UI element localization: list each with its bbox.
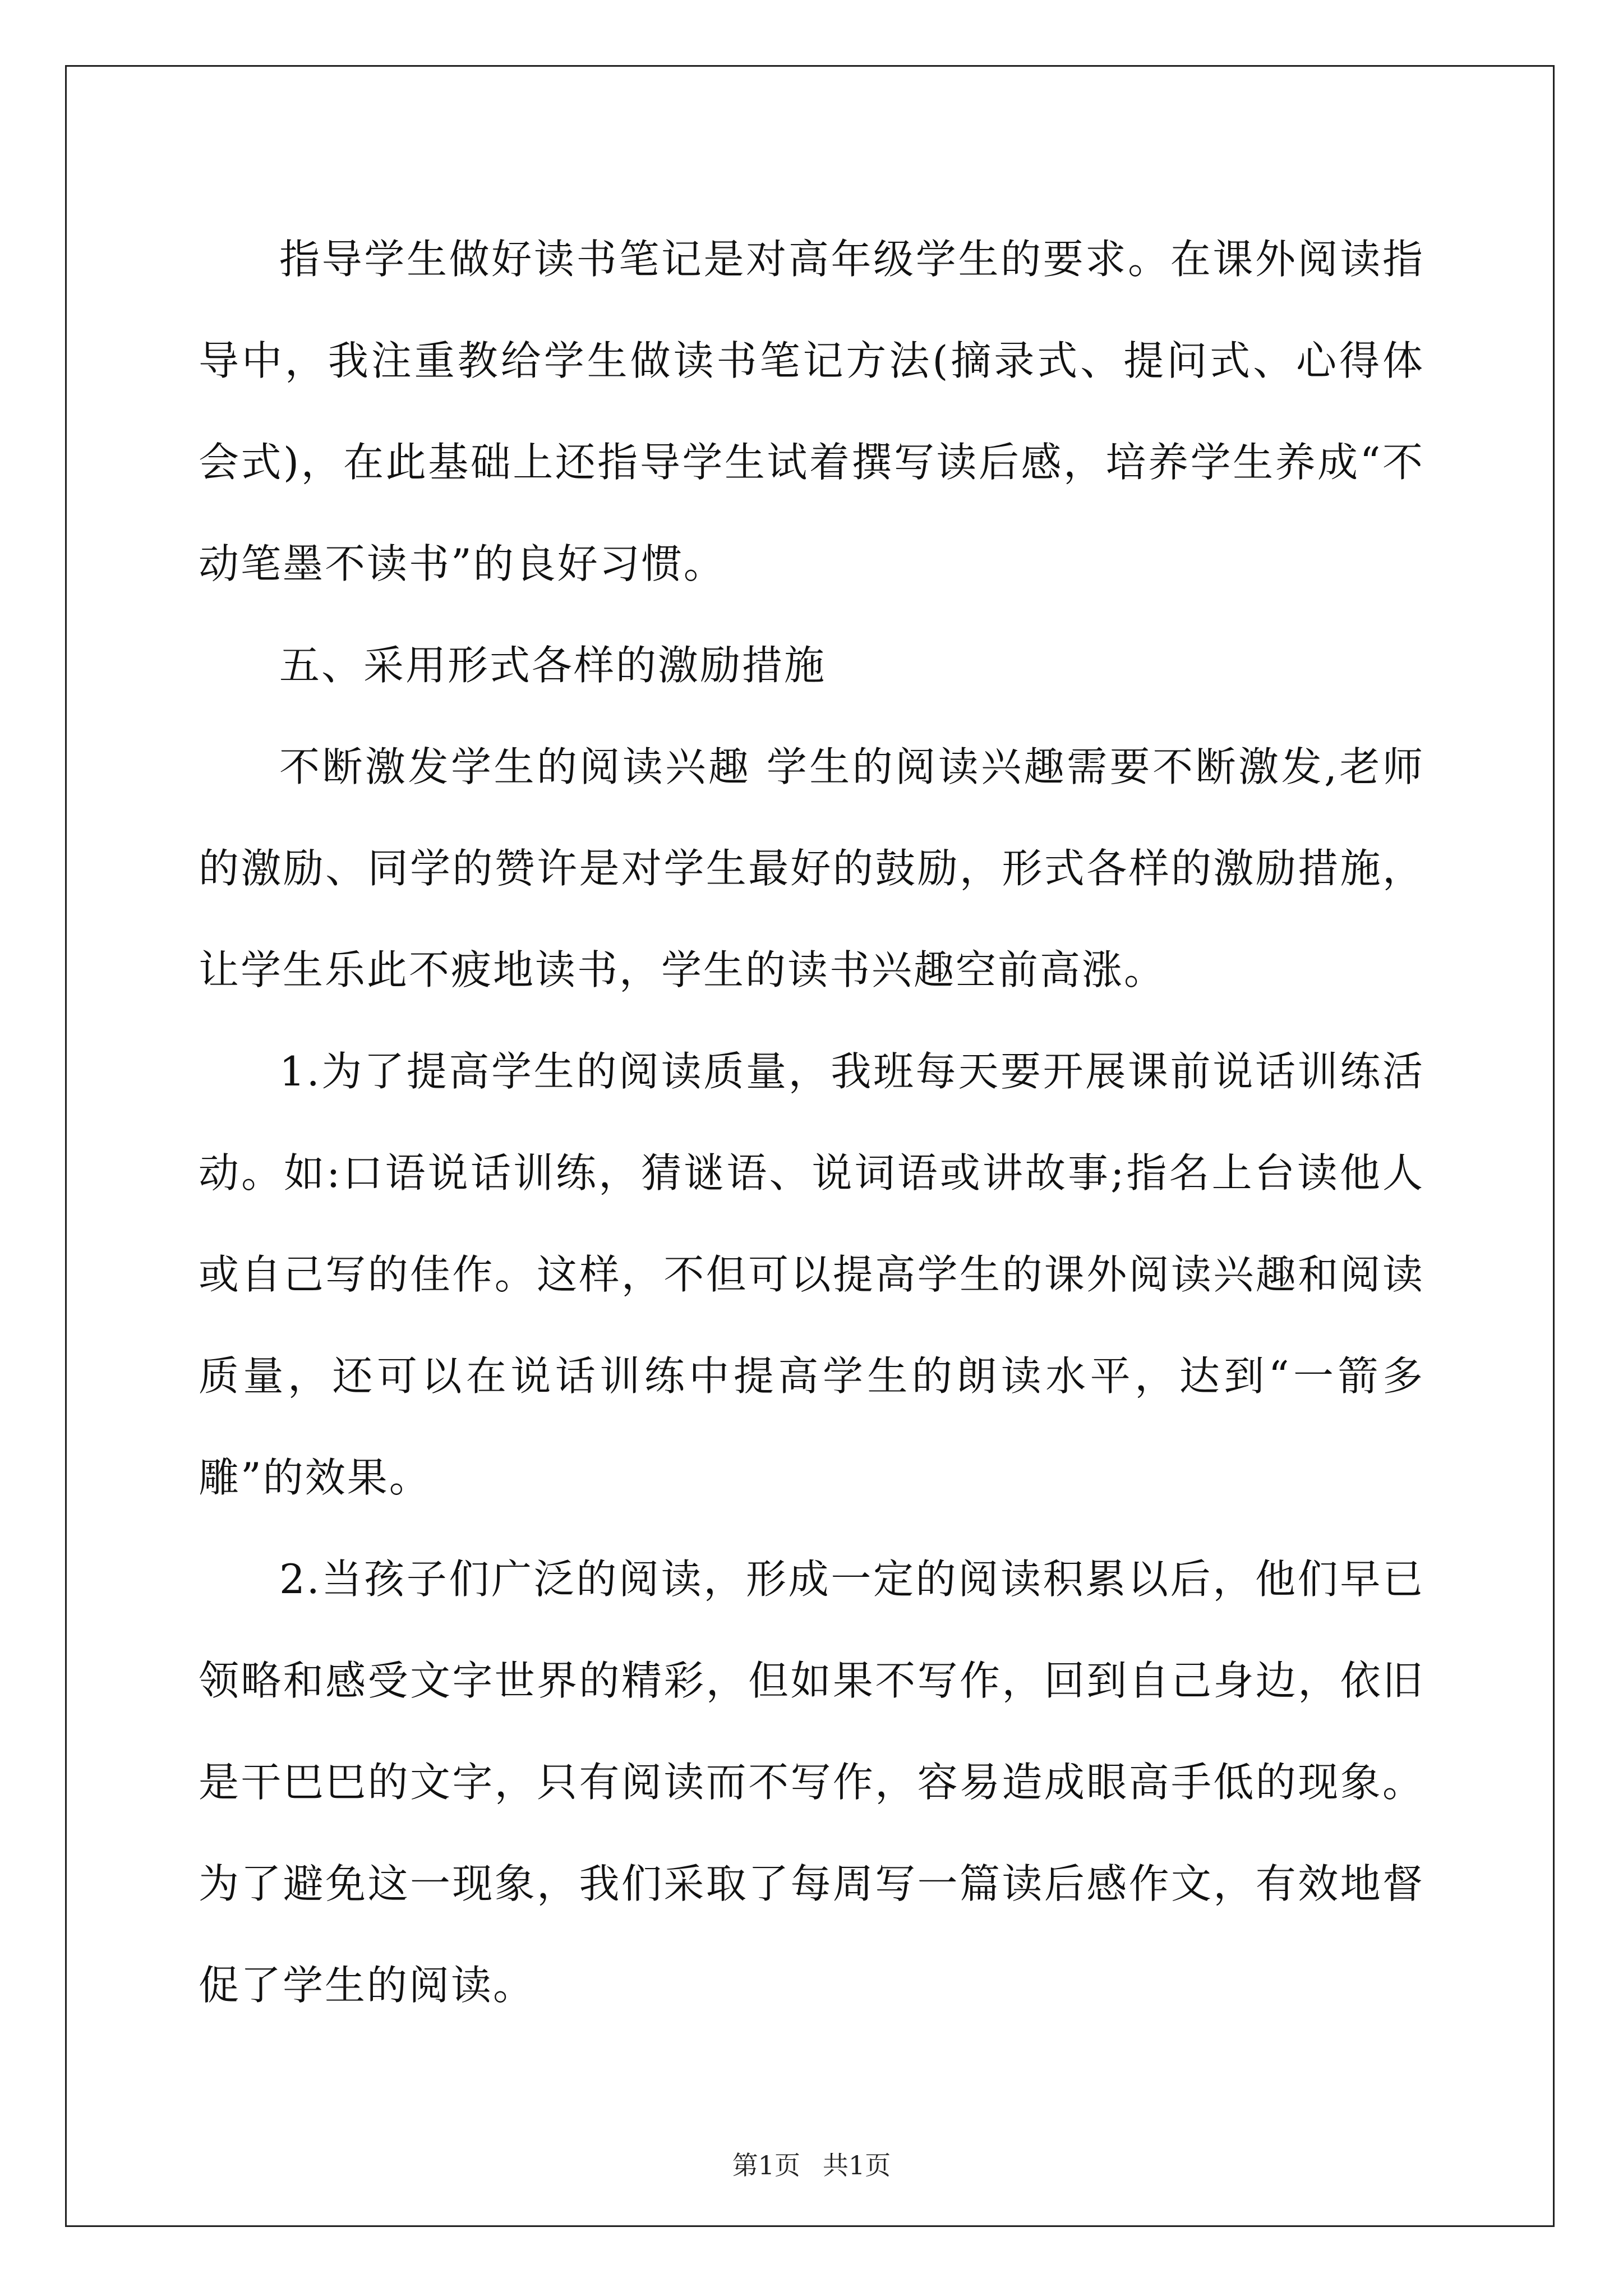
paragraph-reading-notes: 指导学生做好读书笔记是对高年级学生的要求。在课外阅读指导中，我注重教给学生做读书笔记方法(摘录式、提问式、心得体会式)，在此基础上还指导学生试着撰写读后感，培养学生养成“不动笔墨不读书”的良好习惯。 xyxy=(199,236,1424,587)
paragraph-item-2: 2.当孩子们广泛的阅读，形成一定的阅读积累以后，他们早已领略和感受文字世界的精彩，但如果不写作，回到自己身边，依旧是干巴巴的文字，只有阅读而不写作，容易造成眼高手低的现象。为了避免这一现象，我们采取了每周写一篇读后感作文，有效地督促了学生的阅读。 xyxy=(199,1556,1424,2009)
paragraph-item-1: 1.为了提高学生的阅读质量，我班每天要开展课前说话训练活动。如:口语说话训练，猜谜语、说词语或讲故事;指名上台读他人或自己写的佳作。这样，不但可以提高学生的课外阅读兴趣和阅读质量，还可以在说话训练中提高学生的朗读水平，达到“一箭多雕”的效果。 xyxy=(199,1048,1424,1501)
page-total: 共1页 xyxy=(823,2150,891,2180)
document-body xyxy=(199,209,1424,2036)
paragraph-reading-interest: 不断激发学生的阅读兴趣 学生的阅读兴趣需要不断激发,老师的激励、同学的赞许是对学生最好的鼓励，形式各样的激励措施，让学生乐此不疲地读书，学生的读书兴趣空前高涨。 xyxy=(199,743,1424,993)
section-heading-incentives: 五、采用形式各样的激励措施 xyxy=(279,642,827,689)
page-number: 第1页 xyxy=(732,2150,800,2180)
page-footer xyxy=(0,2148,1623,2182)
